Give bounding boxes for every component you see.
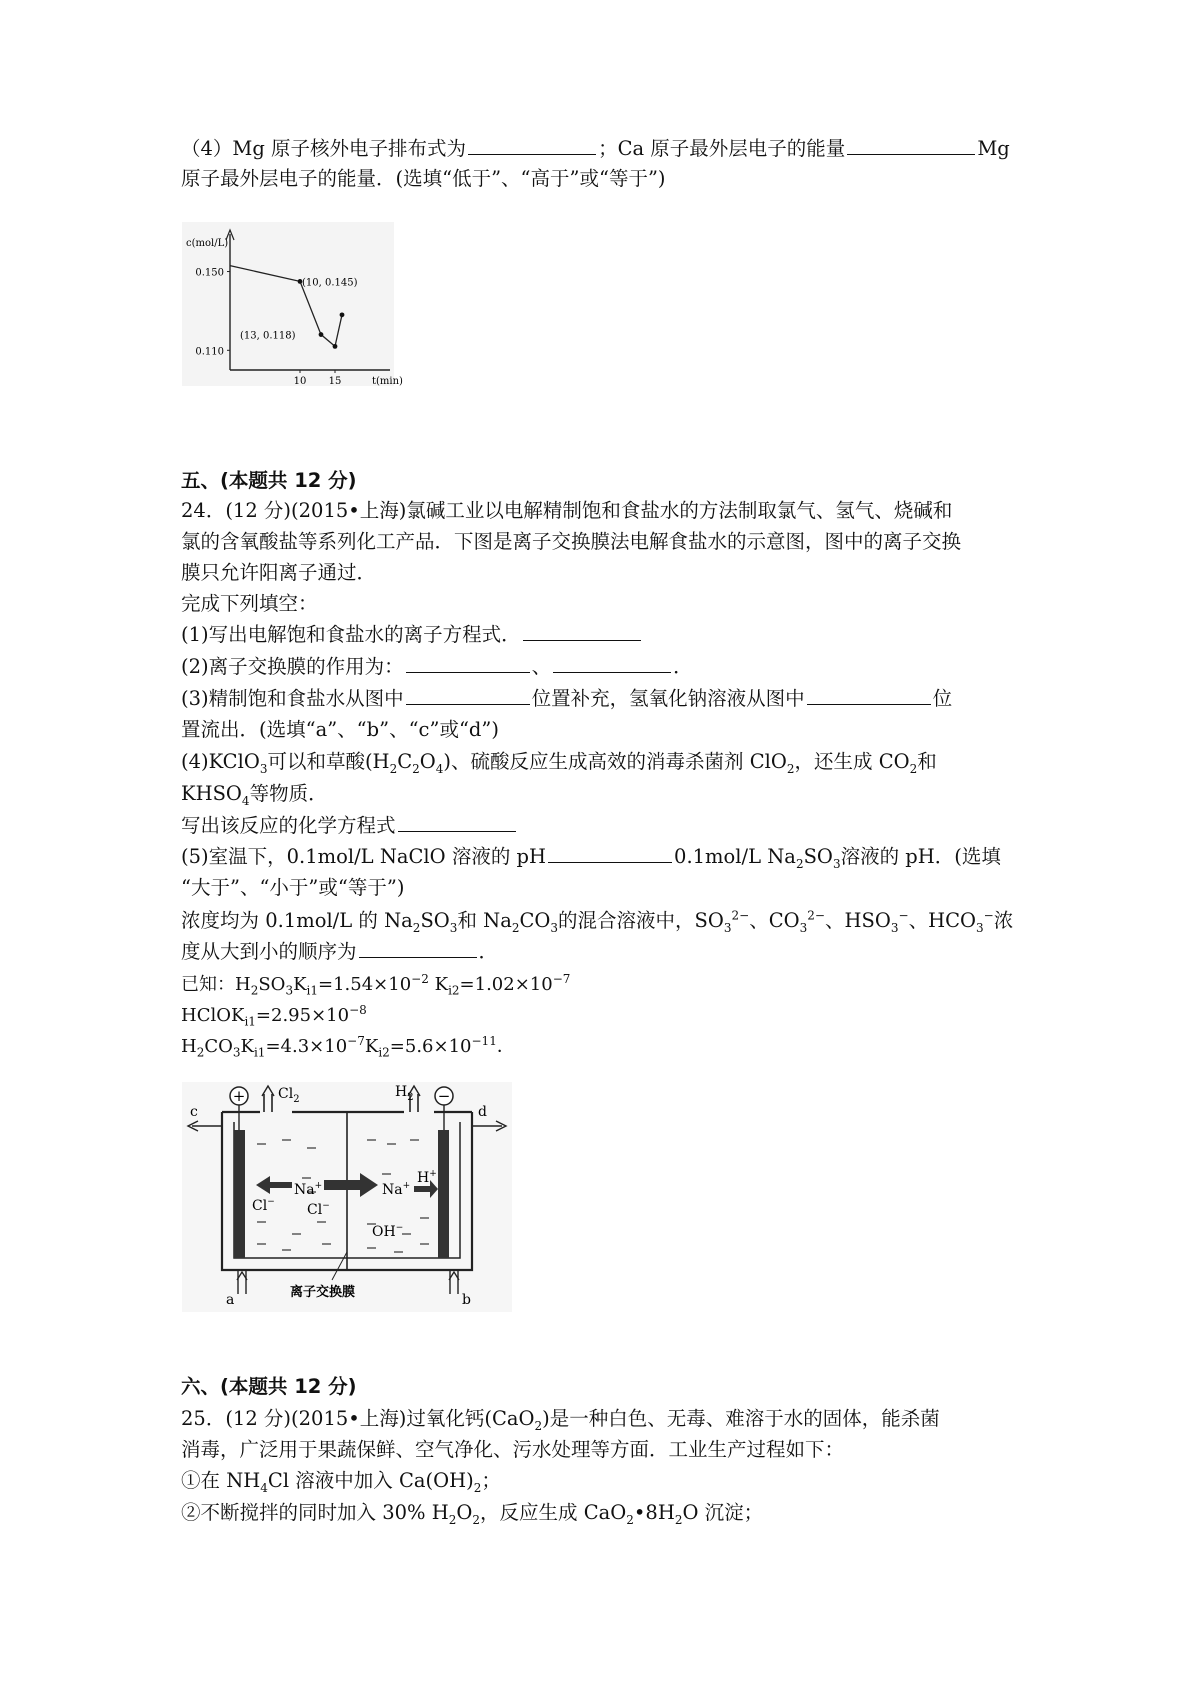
answer-blank[interactable] bbox=[398, 811, 516, 832]
q24-sub5-line3: 浓度均为 0.1mol/L 的 $Na_2SO_3$和 $Na_2CO_3$的混合溶液中，$SO_3^{2-}$、$CO_3^{2-}$、$HSO_3^-$、$HCO_3^-$浓 bbox=[181, 908, 1014, 935]
q24-line2: 氯的含氧酸盐等系列化工产品．下图是离子交换膜法电解食盐水的示意图，图中的离子交换 bbox=[181, 530, 962, 553]
text: (1)写出电解饱和食盐水的离子方程式． bbox=[181, 623, 521, 646]
q23-part4-line2: 原子最外层电子的能量．(选填“低于”、“高于”或“等于”) bbox=[181, 167, 666, 190]
text: ． bbox=[673, 655, 693, 678]
cl-ion-left: Cl− bbox=[252, 1197, 275, 1214]
h-ion-right: H+ bbox=[417, 1169, 437, 1186]
q24-sub3-line1 bbox=[181, 684, 952, 714]
outlet-d-label: d bbox=[478, 1104, 487, 1120]
na-ion-left: Na+ bbox=[294, 1181, 323, 1198]
q24-sub5-line1: (5)室温下，0.1mol/L NaClO 溶液的 pH 0.1mol/L $Na_2SO_3$溶液的 pH．(选填 bbox=[181, 842, 1001, 872]
answer-blank[interactable] bbox=[359, 937, 477, 958]
oh-ion: OH− bbox=[372, 1223, 404, 1240]
annotation-label: (10, 0.145) bbox=[302, 277, 358, 289]
data-point bbox=[333, 344, 338, 349]
q24-line3: 膜只允许阳离子通过． bbox=[181, 561, 377, 584]
q23-part4-line1 bbox=[181, 134, 1010, 164]
q24-line4: 完成下列填空： bbox=[181, 592, 318, 615]
ka-line2: $HClOK_{i1}=2.95\times 10^{-8}$ bbox=[181, 1003, 367, 1029]
h2-label: $H_2$ bbox=[395, 1084, 414, 1103]
q25-step1: ①在 $NH_4Cl$ 溶液中加入 $Ca(OH)_2$； bbox=[181, 1469, 501, 1495]
q24-sub2 bbox=[181, 652, 693, 682]
text: (2)离子交换膜的作用为： bbox=[181, 655, 404, 678]
anode-electrode bbox=[234, 1130, 245, 1258]
x-tick-label: 10 bbox=[293, 376, 307, 387]
q24-line1: 24．(12 分)(2015•上海)氯碱工业以电解精制饱和食盐水的方法制取氯气、氢气、烧碱和 bbox=[181, 499, 953, 522]
q24-sub4-line1: (4)KClO$_3$可以和草酸$(H_2C_2O_4)$、硫酸反应生成高效的消毒杀菌剂 ClO$_2$，还生成 $CO_2$和 bbox=[181, 750, 937, 776]
cl2-label: $Cl_2$ bbox=[278, 1086, 300, 1105]
q24-sub4-line3: 写出该反应的化学方程式 bbox=[181, 811, 518, 841]
q25-line2: 消毒，广泛用于果蔬保鲜、空气净化、污水处理等方面．工业生产过程如下： bbox=[181, 1438, 845, 1461]
cathode-electrode bbox=[438, 1130, 449, 1258]
annotation-label: (13, 0.118) bbox=[240, 330, 296, 342]
x-tick-label: 15 bbox=[328, 376, 342, 387]
section6-title: 六、(本题共 12 分) bbox=[181, 1375, 357, 1398]
text: ；Ca 原子最外层电子的能量 bbox=[598, 137, 846, 160]
ka-line1: 已知：$H_2SO_3K_{i1}=1.54\times 10^{-2}$ $K_{i2}=1.02\times 10^{-7}$ bbox=[181, 972, 571, 998]
data-point bbox=[319, 332, 324, 337]
answer-blank[interactable] bbox=[406, 684, 530, 705]
q24-sub3-line2: 置流出．(选填“a”、“b”、“c”或“d”) bbox=[181, 718, 499, 741]
answer-blank[interactable] bbox=[523, 620, 641, 641]
x-axis-label: t(min) bbox=[372, 376, 403, 387]
q25-line1: 25．(12 分)(2015•上海)过氧化钙(CaO$_2$)是一种白色、无毒、难溶于水的固体，能杀菌 bbox=[181, 1407, 940, 1433]
svg-text:+: + bbox=[232, 1087, 246, 1105]
answer-blank[interactable] bbox=[553, 652, 671, 673]
ka-line3: $H_2CO_3K_{i1}=4.3\times 10^{-7}K_{i2}=5.6\times 10^{-11}$． bbox=[181, 1034, 515, 1060]
answer-blank[interactable] bbox=[406, 652, 530, 673]
svg-text:−: − bbox=[437, 1087, 451, 1105]
section5-title: 五、(本题共 12 分) bbox=[181, 469, 357, 492]
na-ion-right: Na+ bbox=[382, 1181, 411, 1198]
y-axis-label: c(mol/L) bbox=[186, 238, 229, 249]
q24-sub5-line4: 度从大到小的顺序为 ． bbox=[181, 937, 498, 967]
text: (3)精制饱和食盐水从图中 bbox=[181, 687, 404, 710]
y-tick-label: 0.110 bbox=[195, 346, 224, 358]
q25-step2: ②不断搅拌的同时加入 30% $H_2O_2$，反应生成 $CaO_2•8H_2O$ 沉淀； bbox=[181, 1501, 764, 1527]
data-point bbox=[340, 312, 345, 317]
q24-sub4-line2: $KHSO_4$等物质． bbox=[181, 782, 328, 808]
membrane-label: 离子交换膜 bbox=[290, 1285, 356, 1300]
inlet-b-label: b bbox=[462, 1292, 471, 1308]
cl-ion-mid: Cl− bbox=[307, 1201, 330, 1218]
answer-blank[interactable] bbox=[468, 134, 596, 155]
q24-sub5-line2: “大于”、“小于”或“等于”) bbox=[181, 876, 405, 899]
text: Mg bbox=[977, 137, 1010, 160]
concentration-chart bbox=[182, 222, 403, 387]
answer-blank[interactable] bbox=[807, 684, 931, 705]
answer-blank[interactable] bbox=[548, 842, 672, 863]
text: 位 bbox=[932, 687, 953, 710]
text: （4）Mg 原子核外电子排布式为 bbox=[181, 137, 467, 160]
y-tick-label: 0.150 bbox=[195, 267, 224, 279]
q24-sub1 bbox=[181, 620, 643, 650]
outlet-c-label: c bbox=[190, 1104, 198, 1120]
electrolysis-cell-diagram bbox=[182, 1082, 512, 1312]
inlet-a-label: a bbox=[226, 1292, 235, 1308]
text: 、 bbox=[531, 655, 552, 678]
answer-blank[interactable] bbox=[847, 134, 975, 155]
text: 位置补充，氢氧化钠溶液从图中 bbox=[531, 687, 805, 710]
